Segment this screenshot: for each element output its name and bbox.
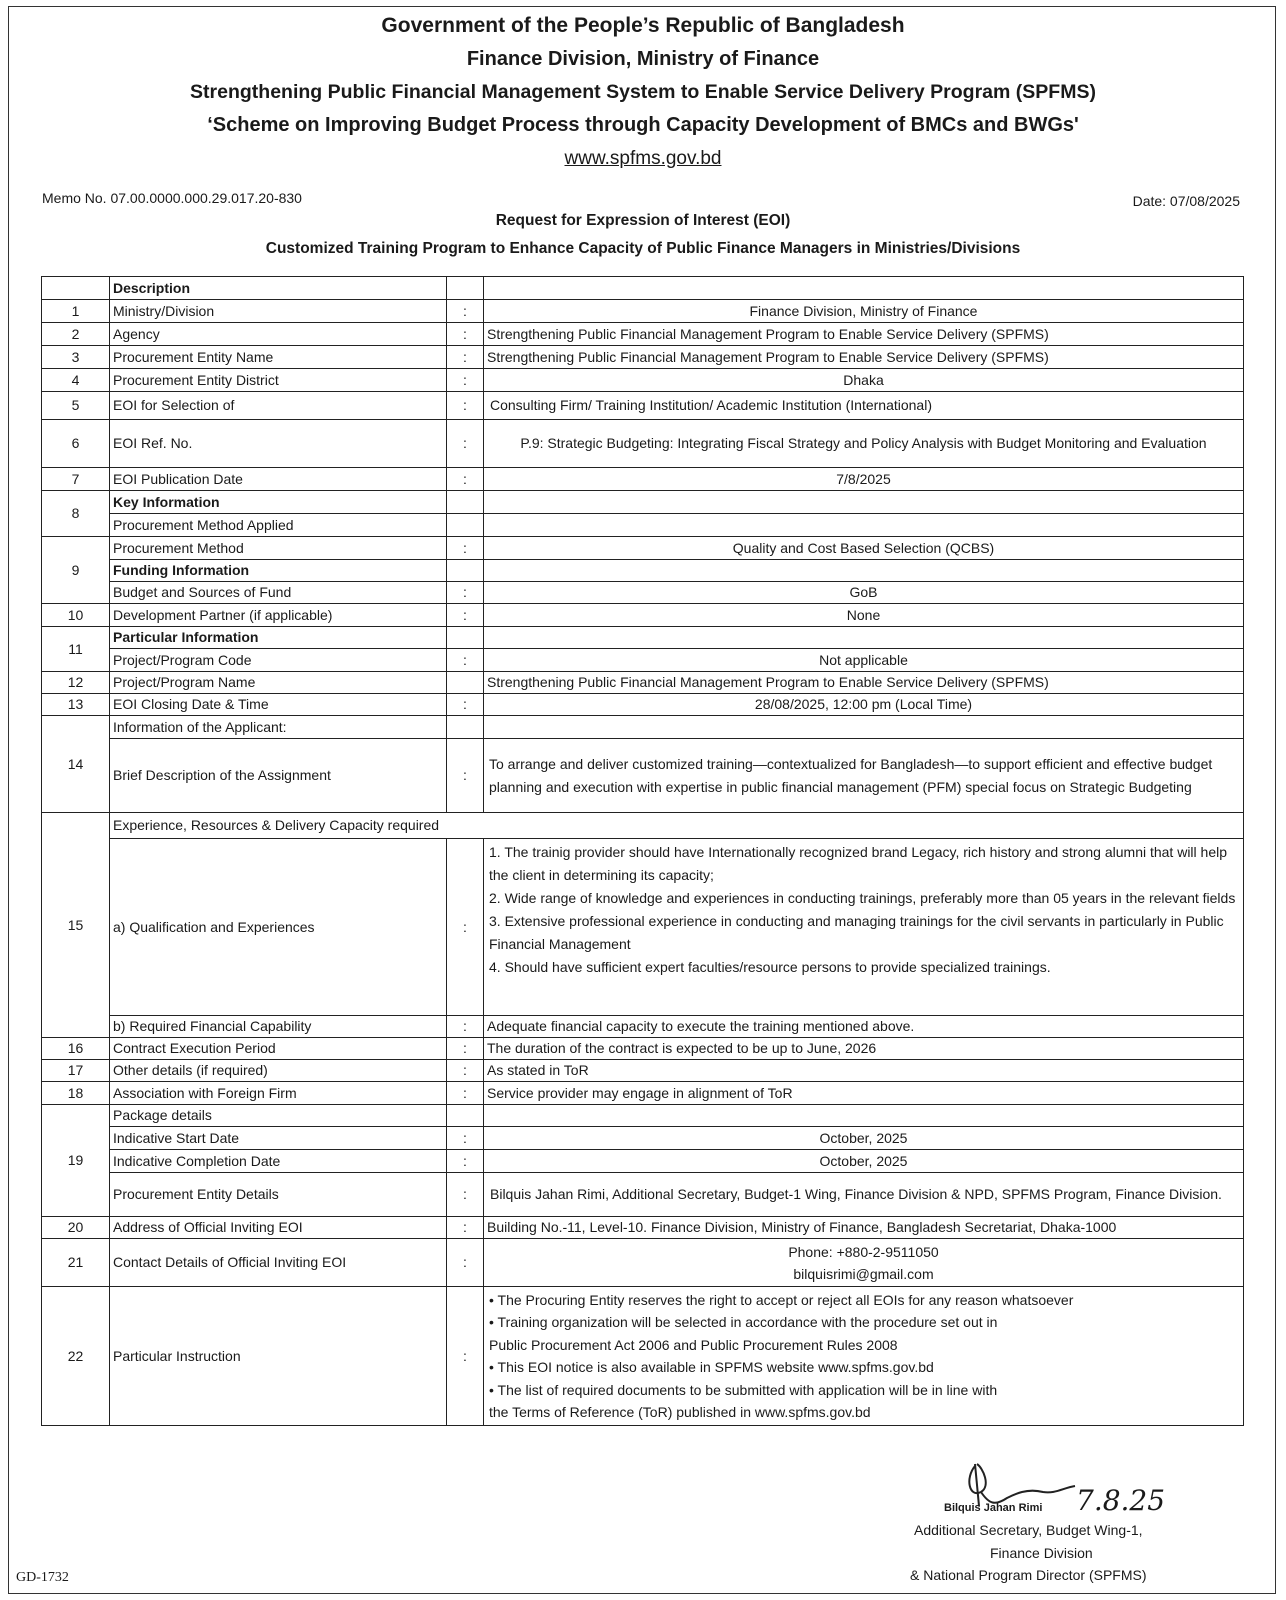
colon: : [447, 1082, 484, 1105]
colon: : [447, 649, 484, 672]
eoi-title: Request for Expression of Interest (EOI) [495, 212, 791, 229]
colon: : [447, 1150, 484, 1173]
row-value: Not applicable [484, 649, 1244, 672]
table-row [42, 468, 1244, 491]
row-label: Contract Execution Period [110, 1038, 447, 1060]
contact-email[interactable]: bilquisrimi@gmail.com [793, 1265, 934, 1282]
row-label: Other details (if required) [110, 1060, 447, 1082]
section-heading: Experience, Resources & Delivery Capacity required [110, 813, 1244, 839]
instruction-list [484, 1287, 1244, 1426]
table-row [42, 1105, 1244, 1127]
row-value: Quality and Cost Based Selection (QCBS) [484, 537, 1244, 560]
colon: : [447, 1217, 484, 1239]
colon: : [447, 468, 484, 491]
row-label: Procurement Entity Details [110, 1173, 447, 1217]
row-number: 8 [42, 491, 110, 537]
colon: : [447, 582, 484, 604]
table-row [42, 582, 1244, 604]
colon: : [447, 694, 484, 716]
row-label: Procurement Method Applied [110, 514, 447, 537]
eoi-table [41, 276, 1244, 1426]
table-row [42, 672, 1244, 694]
row-number: 21 [42, 1239, 110, 1287]
table-row [42, 323, 1244, 346]
row-label: EOI Ref. No. [110, 420, 447, 468]
section-heading: Key Information [110, 491, 447, 514]
table-row [42, 1060, 1244, 1082]
row-number: 2 [42, 323, 110, 346]
table-row [42, 1127, 1244, 1150]
row-value: October, 2025 [484, 1150, 1244, 1173]
table-row [42, 1173, 1244, 1217]
row-label: Brief Description of the Assignment [110, 739, 447, 813]
list-item: 1. The trainig provider should have Internationally recognized brand Legacy, rich history and strong alumni that will help the client in determining its capacity; [489, 844, 1228, 883]
table-row [42, 604, 1244, 627]
row-label: Ministry/Division [110, 300, 447, 323]
list-item: 4. Should have sufficient expert faculties/resource persons to provide specialized trainings. [489, 959, 1051, 975]
row-number: 9 [42, 537, 110, 604]
list-item: 2. Wide range of knowledge and experiences in conducting trainings, preferably more than 05 years in the relevant fields [489, 890, 1236, 906]
row-number: 19 [42, 1105, 110, 1217]
row-label: Procurement Entity District [110, 369, 447, 392]
row-label: Indicative Start Date [110, 1127, 447, 1150]
row-value: GoB [484, 582, 1244, 604]
row-value: As stated in ToR [484, 1060, 1244, 1082]
row-value: None [484, 604, 1244, 627]
row-number: 13 [42, 694, 110, 716]
colon: : [447, 420, 484, 468]
row-number: 16 [42, 1038, 110, 1060]
notice-date: Date: 07/08/2025 [1132, 193, 1240, 209]
contact-phone: Phone: +880-2-9511050 [788, 1243, 939, 1260]
colon: : [447, 323, 484, 346]
row-number: 5 [42, 392, 110, 420]
header-program: Strengthening Public Financial Management System to Enable Service Delivery Program (SPFMS) [190, 81, 1096, 103]
row-value: P.9: Strategic Budgeting: Integrating Fiscal Strategy and Policy Analysis with Budget Monitoring and Evaluation [484, 420, 1244, 468]
row-value: October, 2025 [484, 1127, 1244, 1150]
table-row [42, 716, 1244, 739]
row-value: The duration of the contract is expected to be up to June, 2026 [484, 1038, 1244, 1060]
section-heading: Particular Information [110, 627, 447, 649]
row-value: Strengthening Public Financial Management Program to Enable Service Delivery (SPFMS) [484, 323, 1244, 346]
list-item: 3. Extensive professional experience in conducting and managing trainings for the civil servants in particularly in Public Financial Management [489, 913, 1224, 952]
row-label: Project/Program Name [110, 672, 447, 694]
memo-number: Memo No. 07.00.0000.000.29.017.20-830 [42, 190, 302, 206]
table-row [42, 1016, 1244, 1038]
table-row [42, 839, 1244, 1016]
section-heading: Funding Information [110, 560, 447, 582]
row-number: 7 [42, 468, 110, 491]
row-value: Strengthening Public Financial Management Program to Enable Service Delivery (SPFMS) [484, 346, 1244, 369]
colon: : [447, 1060, 484, 1082]
colon: : [447, 1287, 484, 1426]
eoi-subtitle: Customized Training Program to Enhance Capacity of Public Finance Managers in Ministries/Divisions [265, 240, 1021, 257]
row-value: 7/8/2025 [484, 468, 1244, 491]
row-value: Bilquis Jahan Rimi, Additional Secretary, Budget-1 Wing, Finance Division & NPD, SPFMS Program, Finance Division. [484, 1173, 1244, 1217]
row-number: 6 [42, 420, 110, 468]
row-label: Procurement Entity Name [110, 346, 447, 369]
colon: : [447, 300, 484, 323]
row-value: To arrange and deliver customized training—contextualized for Bangladesh—to support efficient and effective budget planning and execution with expertise in public financial management (PFM) special focus on Strategic Budgeting [484, 739, 1244, 813]
colon: : [447, 1038, 484, 1060]
contact-details [484, 1239, 1244, 1287]
row-label: EOI for Selection of [110, 392, 447, 420]
row-label: Particular Instruction [110, 1287, 447, 1426]
table-row [42, 1150, 1244, 1173]
colon: : [447, 346, 484, 369]
row-number: 15 [42, 813, 110, 1038]
row-number: 4 [42, 369, 110, 392]
table-row [42, 1239, 1244, 1287]
website-link[interactable]: www.spfms.gov.bd [564, 148, 722, 169]
row-label: b) Required Financial Capability [110, 1016, 447, 1038]
row-label: Procurement Method [110, 537, 447, 560]
description-heading: Description [110, 277, 447, 300]
colon: : [447, 839, 484, 1016]
row-value: 28/08/2025, 12:00 pm (Local Time) [484, 694, 1244, 716]
qualification-list [484, 839, 1244, 1016]
table-row [42, 649, 1244, 672]
signatory-role: & National Program Director (SPFMS) [910, 1567, 1147, 1583]
row-label: Project/Program Code [110, 649, 447, 672]
table-row [42, 1217, 1244, 1239]
row-number: 1 [42, 300, 110, 323]
list-item: the Terms of Reference (ToR) published in www.spfms.gov.bd [489, 1404, 871, 1420]
colon: : [447, 1173, 484, 1217]
table-row [42, 346, 1244, 369]
row-label: Agency [110, 323, 447, 346]
table-row [42, 300, 1244, 323]
list-item: • Training organization will be selected in accordance with the procedure set out in [489, 1314, 998, 1330]
row-number: 11 [42, 627, 110, 672]
signatory-name: Bilquis Jahan Rimi [944, 1502, 1043, 1514]
table-row [42, 739, 1244, 813]
row-number: 14 [42, 716, 110, 813]
table-row [42, 537, 1244, 560]
header-government: Government of the People’s Republic of Bangladesh [381, 14, 905, 37]
table-row [42, 491, 1244, 514]
colon: : [447, 1127, 484, 1150]
row-label: EOI Publication Date [110, 468, 447, 491]
table-row [42, 1038, 1244, 1060]
row-label: Contact Details of Official Inviting EOI [110, 1239, 447, 1287]
list-item: Public Procurement Act 2006 and Public Procurement Rules 2008 [489, 1336, 898, 1353]
signatory-title: Additional Secretary, Budget Wing-1, [914, 1522, 1143, 1538]
row-label: EOI Closing Date & Time [110, 694, 447, 716]
table-row [42, 694, 1244, 716]
table-row [42, 392, 1244, 420]
colon: : [447, 1016, 484, 1038]
row-value: Strengthening Public Financial Management Program to Enable Service Delivery (SPFMS) [484, 672, 1244, 694]
row-number: 17 [42, 1060, 110, 1082]
colon: : [447, 392, 484, 420]
colon: : [447, 1239, 484, 1287]
row-value: Finance Division, Ministry of Finance [484, 300, 1244, 323]
table-row [42, 560, 1244, 582]
table-row [42, 420, 1244, 468]
table-row [42, 1287, 1244, 1426]
row-label: Development Partner (if applicable) [110, 604, 447, 627]
row-number: 3 [42, 346, 110, 369]
row-number: 20 [42, 1217, 110, 1239]
colon: : [447, 537, 484, 560]
list-item: • The Procuring Entity reserves the right to accept or reject all EOIs for any reason whatsoever [489, 1291, 1074, 1308]
row-number: 10 [42, 604, 110, 627]
header-division: Finance Division, Ministry of Finance [466, 48, 820, 70]
table-row [42, 627, 1244, 649]
table-row [42, 1082, 1244, 1105]
table-row [42, 277, 1244, 300]
row-value: Service provider may engage in alignment of ToR [484, 1082, 1244, 1105]
row-label: a) Qualification and Experiences [110, 839, 447, 1016]
row-label: Budget and Sources of Fund [110, 582, 447, 604]
row-label: Association with Foreign Firm [110, 1082, 447, 1105]
row-value: Adequate financial capacity to execute the training mentioned above. [484, 1016, 1244, 1038]
header-scheme: ‘Scheme on Improving Budget Process through Capacity Development of BMCs and BWGs' [207, 114, 1079, 136]
list-item: • The list of required documents to be submitted with application will be in line with [489, 1381, 998, 1398]
section-heading: Information of the Applicant: [110, 716, 447, 739]
signatory-division: Finance Division [990, 1545, 1093, 1561]
row-value: Building No.-11, Level-10. Finance Division, Ministry of Finance, Bangladesh Secretariat, Dhaka-1000 [484, 1217, 1244, 1239]
row-label: Address of Official Inviting EOI [110, 1217, 447, 1239]
colon: : [447, 369, 484, 392]
list-item: • This EOI notice is also available in SPFMS website www.spfms.gov.bd [489, 1359, 934, 1375]
row-value: Consulting Firm/ Training Institution/ Academic Institution (International) [484, 392, 1244, 420]
form-code: GD-1732 [16, 1570, 69, 1585]
table-row [42, 813, 1244, 839]
colon: : [447, 739, 484, 813]
row-value: Dhaka [484, 369, 1244, 392]
row-number: 18 [42, 1082, 110, 1105]
section-heading: Package details [110, 1105, 447, 1127]
table-row [42, 514, 1244, 537]
row-number: 12 [42, 672, 110, 694]
signature-date: 7.8.25 [1076, 1484, 1166, 1517]
table-row [42, 369, 1244, 392]
colon: : [447, 604, 484, 627]
row-number: 22 [42, 1287, 110, 1426]
row-label: Indicative Completion Date [110, 1150, 447, 1173]
